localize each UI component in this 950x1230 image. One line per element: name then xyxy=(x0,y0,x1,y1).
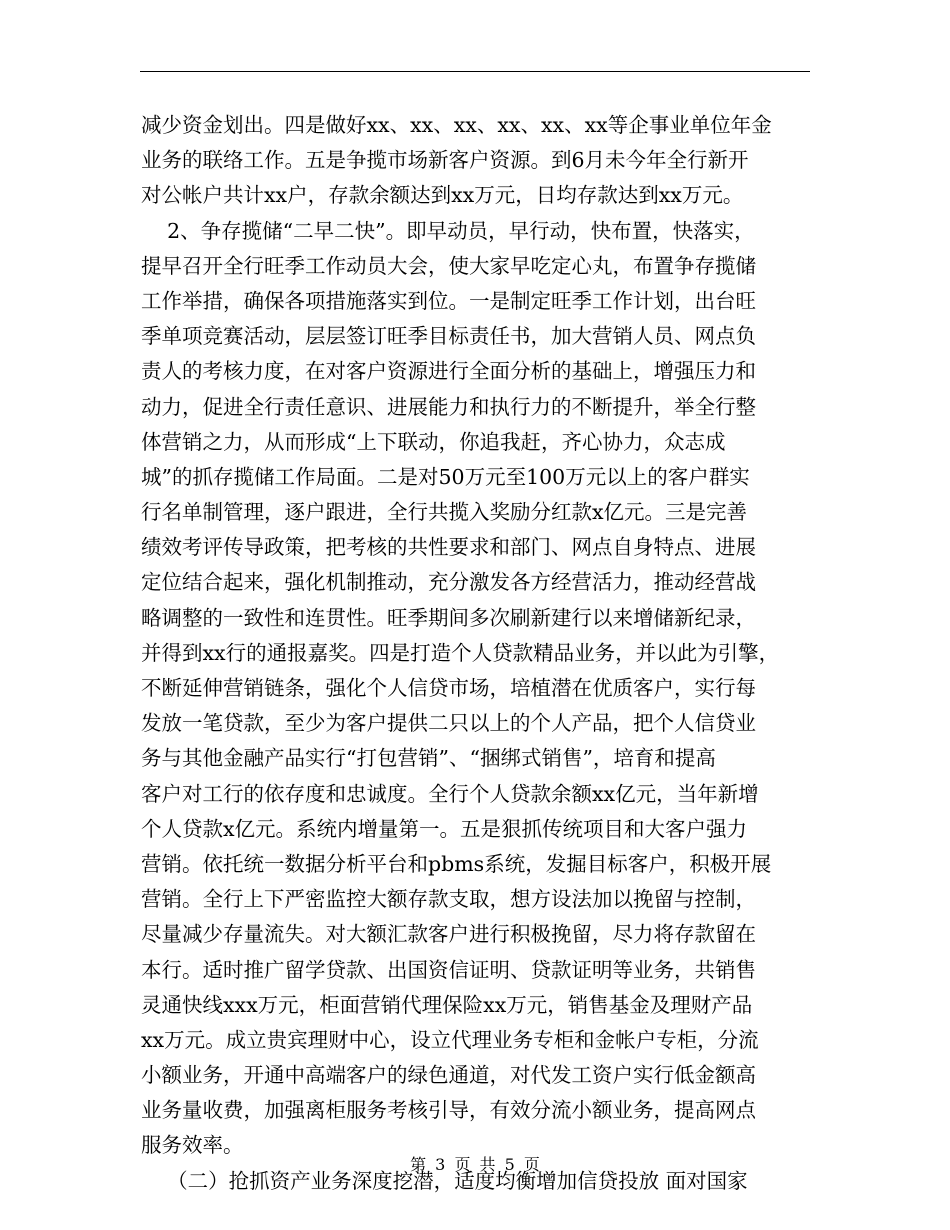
text-line: 并得到xx行的通报嘉奖。四是打造个人贷款精品业务，并以此为引擎， xyxy=(141,640,780,665)
text-line: 个人贷款x亿元。系统内增量第一。五是狠抓传统项目和大客户强力 xyxy=(141,816,748,841)
text-line: 季单项竞赛活动，层层签订旺季目标责任书，加大营销人员、网点负 xyxy=(141,324,756,349)
text-line: 2、争存揽储“二早二快”。即早动员，早行动，快布置，快落实， xyxy=(141,218,755,243)
text-line: 务与其他金融产品实行“打包营销”、“捆绑式销售”，培育和提高 xyxy=(141,746,716,771)
text-line: 不断延伸营销链条，强化个人信贷市场，培植潜在优质客户，实行每 xyxy=(141,676,756,700)
page-footer: 第 3 页 共 5 页 xyxy=(410,1155,540,1174)
text-line: 客户对工行的依存度和忠诚度。全行个人贷款余额xx亿元，当年新增 xyxy=(141,781,759,806)
text-line: 定位结合起来，强化机制推动，充分激发各方经营活力，推动经营战 xyxy=(141,570,756,595)
text-line: 略调整的一致性和连贯性。旺季期间多次刷新建行以来增储新纪录， xyxy=(141,605,756,630)
text-line: 本行。适时推广留学贷款、出国资信证明、贷款证明等业务，共销售 xyxy=(141,957,756,982)
text-line: 尽量减少存量流失。对大额汇款客户进行积极挽留，尽力将存款留在 xyxy=(141,922,756,947)
text-line: 营销。全行上下严密监控大额存款支取，想方设法加以挽留与控制， xyxy=(141,887,756,912)
body-text xyxy=(141,108,821,1199)
text-line: 业务的联络工作。五是争揽市场新客户资源。到6月未今年全行新开 xyxy=(141,148,749,173)
text-line: 动力，促进全行责任意识、进展能力和执行力的不断提升，举全行整 xyxy=(141,394,756,419)
header-rule xyxy=(140,71,810,72)
text-line: xx万元。成立贵宾理财中心，设立代理业务专柜和金帐户专柜，分流 xyxy=(141,1027,759,1052)
text-line: 工作举措，确保各项措施落实到位。一是制定旺季工作计划，出台旺 xyxy=(141,288,756,313)
text-line: 发放一笔贷款，至少为客户提供二只以上的个人产品，把个人信贷业 xyxy=(141,711,756,736)
text-line: 城”的抓存揽储工作局面。二是对50万元至100万元以上的客户群实 xyxy=(141,464,750,489)
text-line: 责人的考核力度，在对客户资源进行全面分析的基础上，增强压力和 xyxy=(141,359,756,384)
text-line: 业务量收费，加强离柜服务考核引导，有效分流小额业务，提高网点 xyxy=(141,1098,756,1123)
text-line: 营销。依托统一数据分析平台和pbms系统，发掘目标客户，积极开展 xyxy=(141,851,772,876)
text-line: 绩效考评传导政策，把考核的共性要求和部门、网点自身特点、进展 xyxy=(141,535,756,560)
text-line: 小额业务，开通中高端客户的绿色通道，对代发工资户实行低金额高 xyxy=(141,1063,756,1088)
text-line: （二）抢抓资产业务深度挖潜，适度均衡增加信贷投放 面对国家 xyxy=(141,1168,748,1193)
text-line: 灵通快线xxx万元，柜面营销代理保险xx万元，销售基金及理财产品 xyxy=(141,992,753,1017)
text-line: 服务效率。 xyxy=(141,1133,244,1158)
text-line: 体营销之力，从而形成“上下联动，你追我赶，齐心协力，众志成 xyxy=(141,429,726,454)
text-line: 减少资金划出。四是做好xx、xx、xx、xx、xx、xx等企事业单位年金 xyxy=(141,113,772,137)
text-line: 对公帐户共计xx户，存款余额达到xx万元，日均存款达到xx万元。 xyxy=(141,183,744,208)
text-line: 行名单制管理，逐户跟进，全行共揽入奖励分红款x亿元。三是完善 xyxy=(141,500,748,525)
text-line: 提早召开全行旺季工作动员大会，使大家早吃定心丸，布置争存揽储 xyxy=(141,253,756,278)
